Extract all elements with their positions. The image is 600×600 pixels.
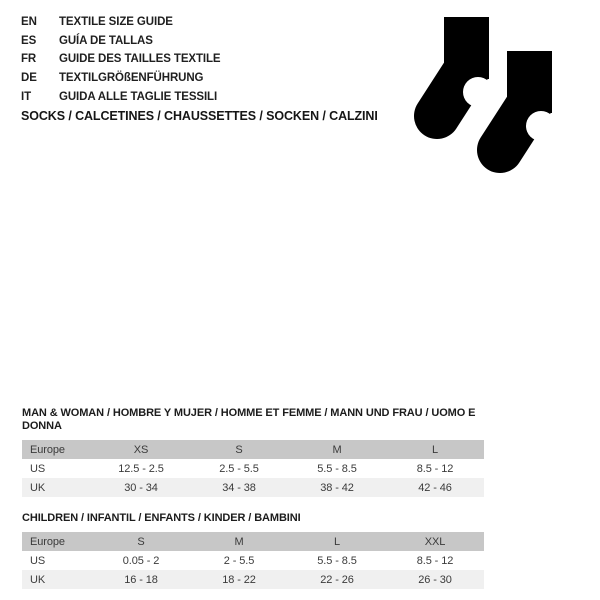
language-row-en — [21, 13, 221, 32]
size-table — [22, 440, 484, 497]
size-cell: 12.5 - 2.5 — [118, 462, 164, 475]
socks-icon — [411, 17, 556, 174]
size-cell: 42 - 46 — [418, 481, 452, 494]
table-row-us — [22, 459, 484, 478]
language-label: GUIDA ALLE TAGLIE TESSILI — [59, 90, 218, 103]
column-header: XXL — [424, 535, 446, 548]
size-cell: 18 - 22 — [222, 573, 256, 586]
language-code: IT — [21, 90, 32, 103]
region-cell: US — [30, 554, 46, 567]
language-code: ES — [21, 34, 37, 47]
size-cell: 16 - 18 — [124, 573, 158, 586]
size-table-adult — [22, 407, 484, 497]
language-code: EN — [21, 16, 37, 29]
language-label: GUÍA DE TALLAS — [59, 34, 153, 47]
category-line: SOCKS / CALCETINES / CHAUSSETTES / SOCKEN / CALZINI — [21, 109, 378, 123]
table-header-row — [22, 532, 484, 551]
size-table-children — [22, 512, 484, 589]
language-list — [21, 13, 221, 106]
table-title-children: CHILDREN / INFANTIL / ENFANTS / KINDER / BAMBINI — [22, 512, 301, 524]
size-cell: 5.5 - 8.5 — [317, 554, 357, 567]
size-cell: 2 - 5.5 — [223, 554, 255, 567]
language-code: FR — [21, 53, 37, 66]
size-cell: 8.5 - 12 — [416, 462, 454, 475]
language-label: TEXTILE SIZE GUIDE — [59, 16, 173, 29]
language-label: GUIDE DES TAILLES TEXTILE — [59, 53, 221, 66]
table-header-row — [22, 440, 484, 459]
column-header: S — [235, 443, 243, 456]
column-header: L — [333, 535, 341, 548]
region-cell: UK — [30, 481, 46, 494]
size-cell: 5.5 - 8.5 — [317, 462, 357, 475]
table-row-uk — [22, 478, 484, 497]
column-header: Europe — [30, 535, 65, 548]
size-cell: 0.05 - 2 — [122, 554, 160, 567]
column-header: M — [234, 535, 244, 548]
column-header: L — [431, 443, 439, 456]
size-cell: 38 - 42 — [320, 481, 354, 494]
table-row-us — [22, 551, 484, 570]
size-cell: 22 - 26 — [320, 573, 354, 586]
column-header: M — [332, 443, 342, 456]
column-header: XS — [133, 443, 149, 456]
size-cell: 26 - 30 — [418, 573, 452, 586]
language-row-it — [21, 87, 221, 106]
table-title-adult: MAN & WOMAN / HOMBRE Y MUJER / HOMME ET FEMME / MANN UND FRAU / UOMO E DONNA — [22, 407, 476, 432]
size-cell: 30 - 34 — [124, 481, 158, 494]
language-row-de — [21, 69, 221, 88]
size-cell: 34 - 38 — [222, 481, 256, 494]
region-cell: UK — [30, 573, 46, 586]
language-row-fr — [21, 50, 221, 69]
language-code: DE — [21, 72, 37, 85]
size-cell: 2.5 - 5.5 — [219, 462, 259, 475]
language-label: TEXTILGRÖßENFÜHRUNG — [59, 72, 204, 85]
language-row-es — [21, 32, 221, 51]
region-cell: US — [30, 462, 46, 475]
table-row-uk — [22, 570, 484, 589]
column-header: S — [137, 535, 145, 548]
size-cell: 8.5 - 12 — [416, 554, 454, 567]
size-table — [22, 532, 484, 589]
column-header: Europe — [30, 443, 65, 456]
